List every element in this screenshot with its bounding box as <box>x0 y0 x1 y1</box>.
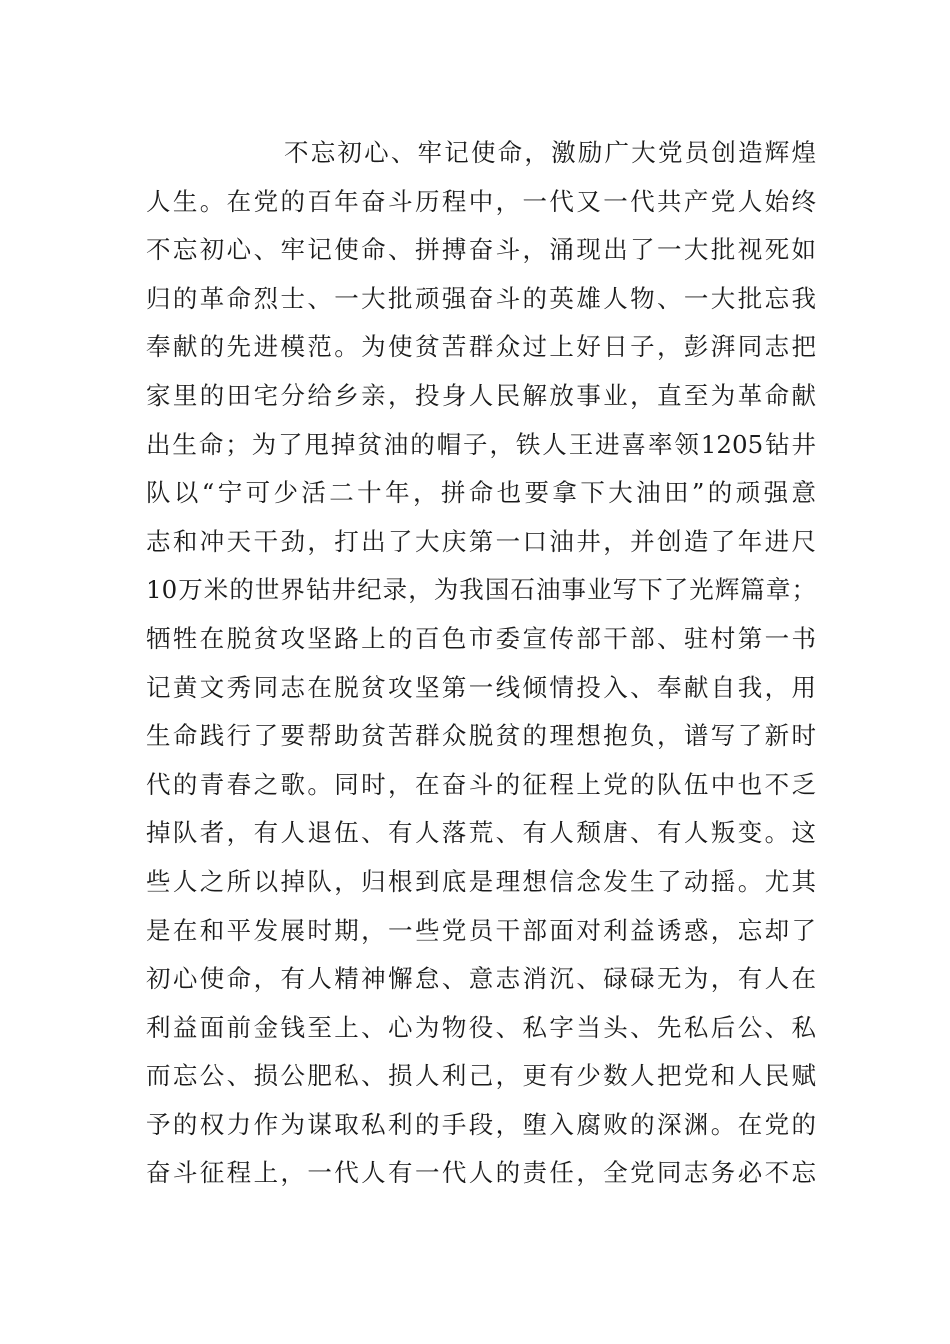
text-line: 家里的田宅分给乡亲，投身人民解放事业，直至为革命献 <box>146 380 816 410</box>
text-line: 不忘初心、牢记使命，激励广大党员创造辉煌 <box>284 138 816 167</box>
text-line: 归的革命烈士、一大批顽强奋斗的英雄人物、一大批忘我 <box>146 283 816 313</box>
text-line: 出生命；为了甩掉贫油的帽子，铁人王进喜率领1205钻井 <box>146 429 816 459</box>
text-line: 人生。在党的百年奋斗历程中，一代又一代共产党人始终 <box>146 186 816 216</box>
text-line: 奉献的先进模范。为使贫苦群众过上好日子，彭湃同志把 <box>146 332 816 362</box>
text-line: 代的青春之歌。同时，在奋斗的征程上党的队伍中也不乏 <box>146 769 816 799</box>
text-line: 予的权力作为谋取私利的手段，堕入腐败的深渊。在党的 <box>146 1109 816 1139</box>
text-line: 不忘初心、牢记使命、拼搏奋斗，涌现出了一大批视死如 <box>146 235 816 265</box>
text-line: 是在和平发展时期，一些党员干部面对利益诱惑，忘却了 <box>146 915 816 945</box>
text-line: 记黄文秀同志在脱贫攻坚第一线倾情投入、奉献自我，用 <box>146 672 816 702</box>
text-line: 初心使命，有人精神懈怠、意志消沉、碌碌无为，有人在 <box>146 964 816 994</box>
text-line: 些人之所以掉队，归根到底是理想信念发生了动摇。尤其 <box>146 866 816 896</box>
text-line: 而忘公、损公肥私、损人利己，更有少数人把党和人民赋 <box>146 1061 816 1091</box>
text-line: 掉队者，有人退伍、有人落荒、有人颓唐、有人叛变。这 <box>146 818 816 848</box>
text-line: 队以“宁可少活二十年，拼命也要拿下大油田”的顽强意 <box>146 478 816 508</box>
text-line: 生命践行了要帮助贫苦群众脱贫的理想抱负，谱写了新时 <box>146 721 816 751</box>
body-paragraph <box>146 129 816 1198</box>
text-line: 志和冲天干劲，打出了大庆第一口油井，并创造了年进尺 <box>146 526 816 556</box>
text-line: 利益面前金钱至上、心为物役、私字当头、先私后公、私 <box>146 1012 816 1042</box>
text-line: 10万米的世界钻井纪录，为我国石油事业写下了光辉篇章； <box>146 575 816 605</box>
text-line: 牺牲在脱贫攻坚路上的百色市委宣传部干部、驻村第一书 <box>146 623 816 653</box>
text-line: 奋斗征程上，一代人有一代人的责任，全党同志务必不忘 <box>146 1158 816 1188</box>
